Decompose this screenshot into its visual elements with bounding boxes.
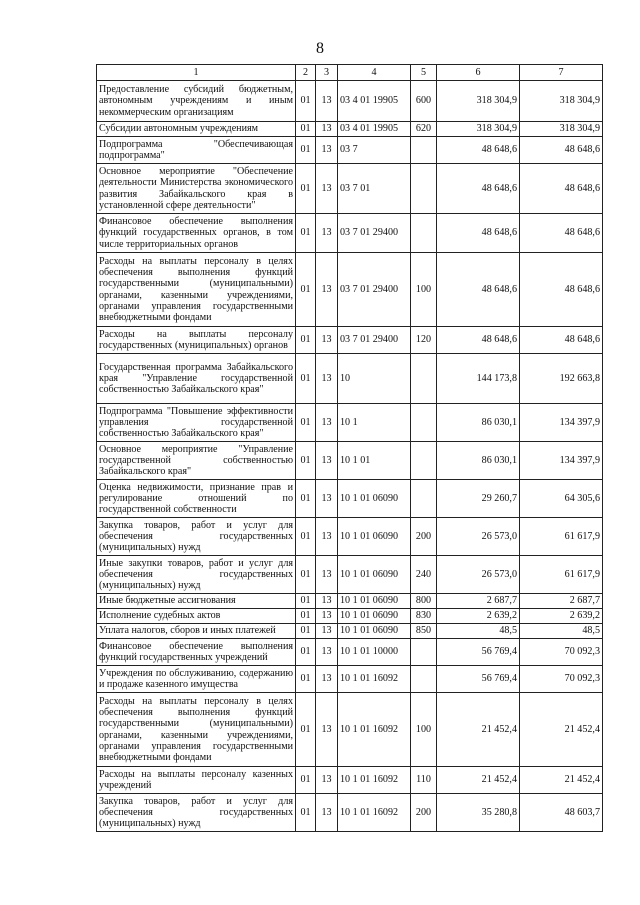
table-row xyxy=(97,594,603,609)
row-amount-1: 48 648,6 xyxy=(437,327,520,354)
table-row xyxy=(97,354,603,404)
row-description: Основное мероприятие "Обеспечение деятельности Министерства экономического развития Забайкальского края в установленной сфере деятельности" xyxy=(97,164,296,214)
row-description: Исполнение судебных актов xyxy=(97,609,296,624)
row-description: Подпрограмма "Повышение эффективности управления государственной собственностью Забайкальского края" xyxy=(97,404,296,442)
row-section-code: 01 xyxy=(296,556,316,594)
row-subsection-code: 13 xyxy=(316,518,338,556)
row-subsection-code: 13 xyxy=(316,404,338,442)
row-expense-type: 200 xyxy=(411,518,437,556)
row-section-code: 01 xyxy=(296,480,316,518)
row-amount-1: 26 573,0 xyxy=(437,556,520,594)
row-amount-2: 48 648,6 xyxy=(520,327,603,354)
row-subsection-code: 13 xyxy=(316,442,338,480)
row-amount-2: 48,5 xyxy=(520,624,603,639)
row-description: Расходы на выплаты персоналу в целях обеспечения выполнения функций государственными (муниципальными) органами, казенными учреждениями, органами управления государственными внебюджетными фондами xyxy=(97,253,296,327)
row-subsection-code: 13 xyxy=(316,556,338,594)
row-amount-2: 48 648,6 xyxy=(520,137,603,164)
row-subsection-code: 13 xyxy=(316,594,338,609)
row-target-article: 10 1 01 06090 xyxy=(338,624,411,639)
row-expense-type: 100 xyxy=(411,693,437,767)
row-description: Закупка товаров, работ и услуг для обеспечения государственных (муниципальных) нужд xyxy=(97,518,296,556)
row-section-code: 01 xyxy=(296,442,316,480)
row-amount-2: 2 639,2 xyxy=(520,609,603,624)
row-subsection-code: 13 xyxy=(316,693,338,767)
row-description: Субсидии автономным учреждениям xyxy=(97,122,296,137)
row-section-code: 01 xyxy=(296,122,316,137)
page-number: 8 xyxy=(316,40,324,57)
row-amount-2: 192 663,8 xyxy=(520,354,603,404)
row-amount-1: 48 648,6 xyxy=(437,164,520,214)
row-section-code: 01 xyxy=(296,518,316,556)
row-target-article: 03 7 01 29400 xyxy=(338,327,411,354)
row-amount-1: 26 573,0 xyxy=(437,518,520,556)
row-target-article: 10 1 xyxy=(338,404,411,442)
row-description: Финансовое обеспечение выполнения функций государственных органов, в том числе территориальных органов xyxy=(97,214,296,253)
row-target-article: 10 1 01 06090 xyxy=(338,594,411,609)
row-description: Расходы на выплаты персоналу в целях обеспечения выполнения функций государственными (муниципальными) органами, казенными учреждениями, органами управления государственными внебюджетными фондами xyxy=(97,693,296,767)
row-expense-type: 100 xyxy=(411,253,437,327)
row-amount-2: 48 648,6 xyxy=(520,164,603,214)
row-amount-1: 318 304,9 xyxy=(437,81,520,122)
row-section-code: 01 xyxy=(296,404,316,442)
row-amount-2: 48 648,6 xyxy=(520,253,603,327)
table-row xyxy=(97,81,603,122)
row-amount-2: 48 603,7 xyxy=(520,794,603,832)
row-target-article: 10 1 01 10000 xyxy=(338,639,411,666)
row-description: Учреждения по обслуживанию, содержанию и продаже казенного имущества xyxy=(97,666,296,693)
budget-table xyxy=(96,64,603,832)
row-description: Расходы на выплаты персоналу казенных учреждений xyxy=(97,767,296,794)
column-header: 6 xyxy=(437,65,520,81)
row-amount-1: 35 280,8 xyxy=(437,794,520,832)
row-amount-1: 86 030,1 xyxy=(437,404,520,442)
row-subsection-code: 13 xyxy=(316,164,338,214)
row-expense-type: 850 xyxy=(411,624,437,639)
row-target-article: 10 1 01 06090 xyxy=(338,609,411,624)
row-description: Оценка недвижимости, признание прав и регулирование отношений по государственной собственности xyxy=(97,480,296,518)
table-header-row xyxy=(97,65,603,81)
row-expense-type: 620 xyxy=(411,122,437,137)
row-amount-1: 56 769,4 xyxy=(437,666,520,693)
row-amount-1: 48 648,6 xyxy=(437,214,520,253)
row-target-article: 10 xyxy=(338,354,411,404)
table-row xyxy=(97,794,603,832)
row-target-article: 03 7 01 29400 xyxy=(338,253,411,327)
row-expense-type xyxy=(411,442,437,480)
row-expense-type: 830 xyxy=(411,609,437,624)
row-section-code: 01 xyxy=(296,594,316,609)
row-target-article: 10 1 01 16092 xyxy=(338,693,411,767)
row-amount-2: 134 397,9 xyxy=(520,404,603,442)
row-description: Государственная программа Забайкальского края "Управление государственной собственностью Забайкальского края" xyxy=(97,354,296,404)
row-amount-1: 29 260,7 xyxy=(437,480,520,518)
row-description: Предоставление субсидий бюджетным, автономным учреждениям и иным некоммерческим организациям xyxy=(97,81,296,122)
row-target-article: 10 1 01 16092 xyxy=(338,794,411,832)
table-row xyxy=(97,214,603,253)
row-amount-1: 56 769,4 xyxy=(437,639,520,666)
row-subsection-code: 13 xyxy=(316,214,338,253)
row-amount-2: 61 617,9 xyxy=(520,556,603,594)
row-section-code: 01 xyxy=(296,81,316,122)
row-subsection-code: 13 xyxy=(316,480,338,518)
row-expense-type: 110 xyxy=(411,767,437,794)
row-subsection-code: 13 xyxy=(316,624,338,639)
row-amount-2: 21 452,4 xyxy=(520,767,603,794)
table-row xyxy=(97,137,603,164)
row-target-article: 03 4 01 19905 xyxy=(338,81,411,122)
row-amount-2: 48 648,6 xyxy=(520,214,603,253)
table-row xyxy=(97,556,603,594)
row-expense-type: 200 xyxy=(411,794,437,832)
row-amount-2: 318 304,9 xyxy=(520,122,603,137)
row-section-code: 01 xyxy=(296,253,316,327)
row-expense-type: 120 xyxy=(411,327,437,354)
row-amount-2: 318 304,9 xyxy=(520,81,603,122)
column-header: 7 xyxy=(520,65,603,81)
row-expense-type: 240 xyxy=(411,556,437,594)
table-row xyxy=(97,639,603,666)
row-expense-type: 600 xyxy=(411,81,437,122)
column-header: 1 xyxy=(97,65,296,81)
row-target-article: 03 7 01 xyxy=(338,164,411,214)
table-row xyxy=(97,624,603,639)
table-row xyxy=(97,767,603,794)
table-row xyxy=(97,609,603,624)
row-expense-type xyxy=(411,137,437,164)
row-amount-1: 144 173,8 xyxy=(437,354,520,404)
row-section-code: 01 xyxy=(296,693,316,767)
column-header: 3 xyxy=(316,65,338,81)
row-expense-type xyxy=(411,404,437,442)
row-expense-type xyxy=(411,214,437,253)
row-description: Закупка товаров, работ и услуг для обеспечения государственных (муниципальных) нужд xyxy=(97,794,296,832)
row-amount-2: 64 305,6 xyxy=(520,480,603,518)
row-amount-1: 86 030,1 xyxy=(437,442,520,480)
row-expense-type xyxy=(411,354,437,404)
row-amount-1: 21 452,4 xyxy=(437,693,520,767)
row-description: Расходы на выплаты персоналу государственных (муниципальных) органов xyxy=(97,327,296,354)
row-expense-type xyxy=(411,639,437,666)
row-amount-1: 48 648,6 xyxy=(437,253,520,327)
row-section-code: 01 xyxy=(296,767,316,794)
row-description: Иные закупки товаров, работ и услуг для обеспечения государственных (муниципальных) нужд xyxy=(97,556,296,594)
row-subsection-code: 13 xyxy=(316,137,338,164)
row-description: Финансовое обеспечение выполнения функций государственных учреждений xyxy=(97,639,296,666)
row-target-article: 03 7 01 29400 xyxy=(338,214,411,253)
row-section-code: 01 xyxy=(296,624,316,639)
row-target-article: 10 1 01 06090 xyxy=(338,556,411,594)
row-section-code: 01 xyxy=(296,214,316,253)
row-amount-1: 2 687,7 xyxy=(437,594,520,609)
column-header: 2 xyxy=(296,65,316,81)
row-amount-1: 318 304,9 xyxy=(437,122,520,137)
row-target-article: 10 1 01 16092 xyxy=(338,767,411,794)
row-expense-type xyxy=(411,480,437,518)
row-expense-type: 800 xyxy=(411,594,437,609)
row-description: Уплата налогов, сборов и иных платежей xyxy=(97,624,296,639)
row-subsection-code: 13 xyxy=(316,327,338,354)
row-amount-1: 21 452,4 xyxy=(437,767,520,794)
table-row xyxy=(97,442,603,480)
row-description: Иные бюджетные ассигнования xyxy=(97,594,296,609)
table-row xyxy=(97,480,603,518)
table-row xyxy=(97,164,603,214)
row-section-code: 01 xyxy=(296,666,316,693)
row-subsection-code: 13 xyxy=(316,354,338,404)
row-target-article: 03 4 01 19905 xyxy=(338,122,411,137)
row-section-code: 01 xyxy=(296,164,316,214)
row-expense-type xyxy=(411,164,437,214)
table-row xyxy=(97,693,603,767)
row-subsection-code: 13 xyxy=(316,609,338,624)
column-header: 5 xyxy=(411,65,437,81)
table-row xyxy=(97,327,603,354)
row-subsection-code: 13 xyxy=(316,666,338,693)
table-row xyxy=(97,518,603,556)
row-target-article: 10 1 01 16092 xyxy=(338,666,411,693)
column-header: 4 xyxy=(338,65,411,81)
row-amount-2: 2 687,7 xyxy=(520,594,603,609)
table-row xyxy=(97,404,603,442)
row-subsection-code: 13 xyxy=(316,767,338,794)
row-target-article: 10 1 01 xyxy=(338,442,411,480)
table-row xyxy=(97,253,603,327)
table-row xyxy=(97,122,603,137)
row-section-code: 01 xyxy=(296,609,316,624)
row-section-code: 01 xyxy=(296,327,316,354)
row-target-article: 10 1 01 06090 xyxy=(338,480,411,518)
row-amount-1: 48 648,6 xyxy=(437,137,520,164)
row-amount-2: 21 452,4 xyxy=(520,693,603,767)
row-amount-2: 61 617,9 xyxy=(520,518,603,556)
row-subsection-code: 13 xyxy=(316,122,338,137)
row-section-code: 01 xyxy=(296,354,316,404)
row-amount-1: 48,5 xyxy=(437,624,520,639)
row-description: Основное мероприятие "Управление государственной собственностью Забайкальского края" xyxy=(97,442,296,480)
table-row xyxy=(97,666,603,693)
row-amount-2: 70 092,3 xyxy=(520,639,603,666)
row-subsection-code: 13 xyxy=(316,81,338,122)
row-subsection-code: 13 xyxy=(316,794,338,832)
row-amount-1: 2 639,2 xyxy=(437,609,520,624)
row-section-code: 01 xyxy=(296,639,316,666)
row-amount-2: 134 397,9 xyxy=(520,442,603,480)
row-target-article: 10 1 01 06090 xyxy=(338,518,411,556)
row-subsection-code: 13 xyxy=(316,253,338,327)
row-amount-2: 70 092,3 xyxy=(520,666,603,693)
row-description: Подпрограмма "Обеспечивающая подпрограмма" xyxy=(97,137,296,164)
row-section-code: 01 xyxy=(296,794,316,832)
row-section-code: 01 xyxy=(296,137,316,164)
row-subsection-code: 13 xyxy=(316,639,338,666)
row-expense-type xyxy=(411,666,437,693)
row-target-article: 03 7 xyxy=(338,137,411,164)
